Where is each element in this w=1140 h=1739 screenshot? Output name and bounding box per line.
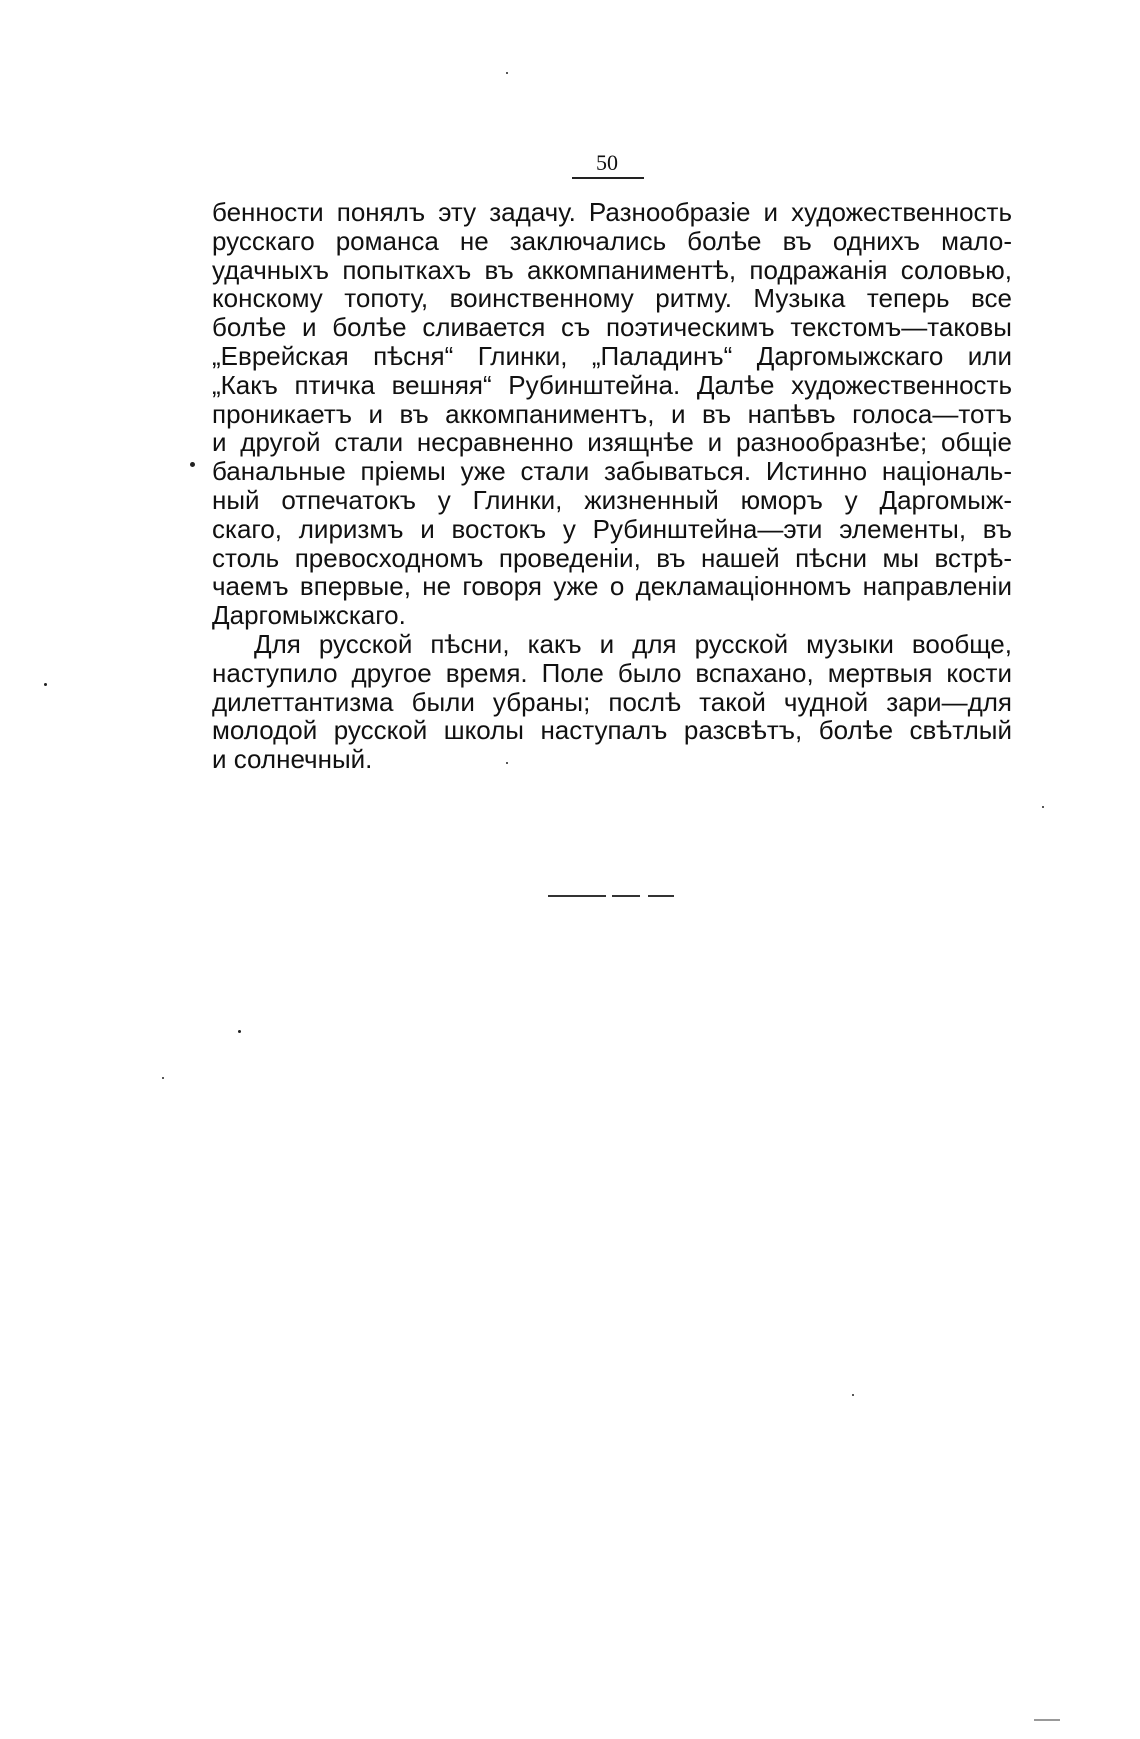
- text-line: ный отпечатокъ у Глинки, жизненный юморъ у Даргомыж-: [212, 484, 1012, 515]
- text-line: столь превосходномъ проведеніи, въ нашей пѣсни мы встрѣ-: [212, 542, 1012, 573]
- text-line: и солнечный.: [212, 744, 373, 775]
- text-line: конскому топоту, воинственному ритму. Музыка теперь все: [212, 283, 1012, 314]
- page-number-underline: [572, 177, 644, 179]
- page-number: 50: [596, 150, 618, 175]
- text-line: „Какъ птичка вешняя“ Рубинштейна. Далѣе художественность: [212, 369, 1012, 400]
- print-speck: [852, 1394, 854, 1396]
- end-rule-segment: [548, 895, 606, 897]
- text-line: дилеттантизма были убраны; послѣ такой чудной зари—для: [212, 686, 1012, 717]
- print-speck: [238, 1030, 241, 1033]
- text-line: наступило другое время. Поле было вспахано, мертвыя кости: [212, 657, 1012, 688]
- text-line: скаго, лиризмъ и востокъ у Рубинштейна—эти элементы, въ: [212, 513, 1012, 544]
- text-line: и другой стали несравненно изящнѣе и разнообразнѣе; общіе: [212, 427, 1012, 458]
- text-line: банальные пріемы уже стали забываться. Истинно національ-: [212, 456, 1012, 487]
- text-line: болѣе и болѣе сливается съ поэтическимъ текстомъ—таковы: [212, 312, 1012, 343]
- print-speck: [1034, 1719, 1060, 1721]
- text-line: чаемъ впервые, не говоря уже о декламаціонномъ направленіи: [212, 571, 1012, 602]
- text-line: бенности понялъ эту задачу. Разнообразіе и художественность: [212, 197, 1012, 227]
- print-speck: [506, 762, 508, 764]
- text-line: проникаетъ и въ аккомпаниментъ, и въ напѣвъ голоса—тотъ: [212, 398, 1012, 429]
- text-line: удачныхъ попыткахъ въ аккомпаниментѣ, подражанія соловью,: [212, 254, 1012, 285]
- end-rule-segment: [648, 895, 674, 897]
- text-line: Даргомыжскаго.: [212, 600, 406, 631]
- paragraph-1: [212, 198, 1012, 630]
- print-speck: [190, 462, 195, 467]
- paragraph-2: [212, 630, 1012, 774]
- text-line: Для русской пѣсни, какъ и для русской музыки вообще,: [254, 628, 1012, 659]
- text-line: русскаго романса не заключались болѣе въ однихъ мало-: [212, 225, 1012, 256]
- text-line: „Еврейская пѣсня“ Глинки, „Паладинъ“ Даргомыжскаго или: [212, 340, 1012, 371]
- text-line: молодой русской школы наступалъ разсвѣтъ, болѣе свѣтлый: [212, 715, 1012, 746]
- body-text: [212, 198, 1012, 774]
- print-speck: [1042, 806, 1044, 808]
- print-speck: [162, 1077, 164, 1079]
- end-rule-segment: [612, 895, 640, 897]
- print-speck: [44, 683, 47, 686]
- print-speck: [506, 72, 508, 74]
